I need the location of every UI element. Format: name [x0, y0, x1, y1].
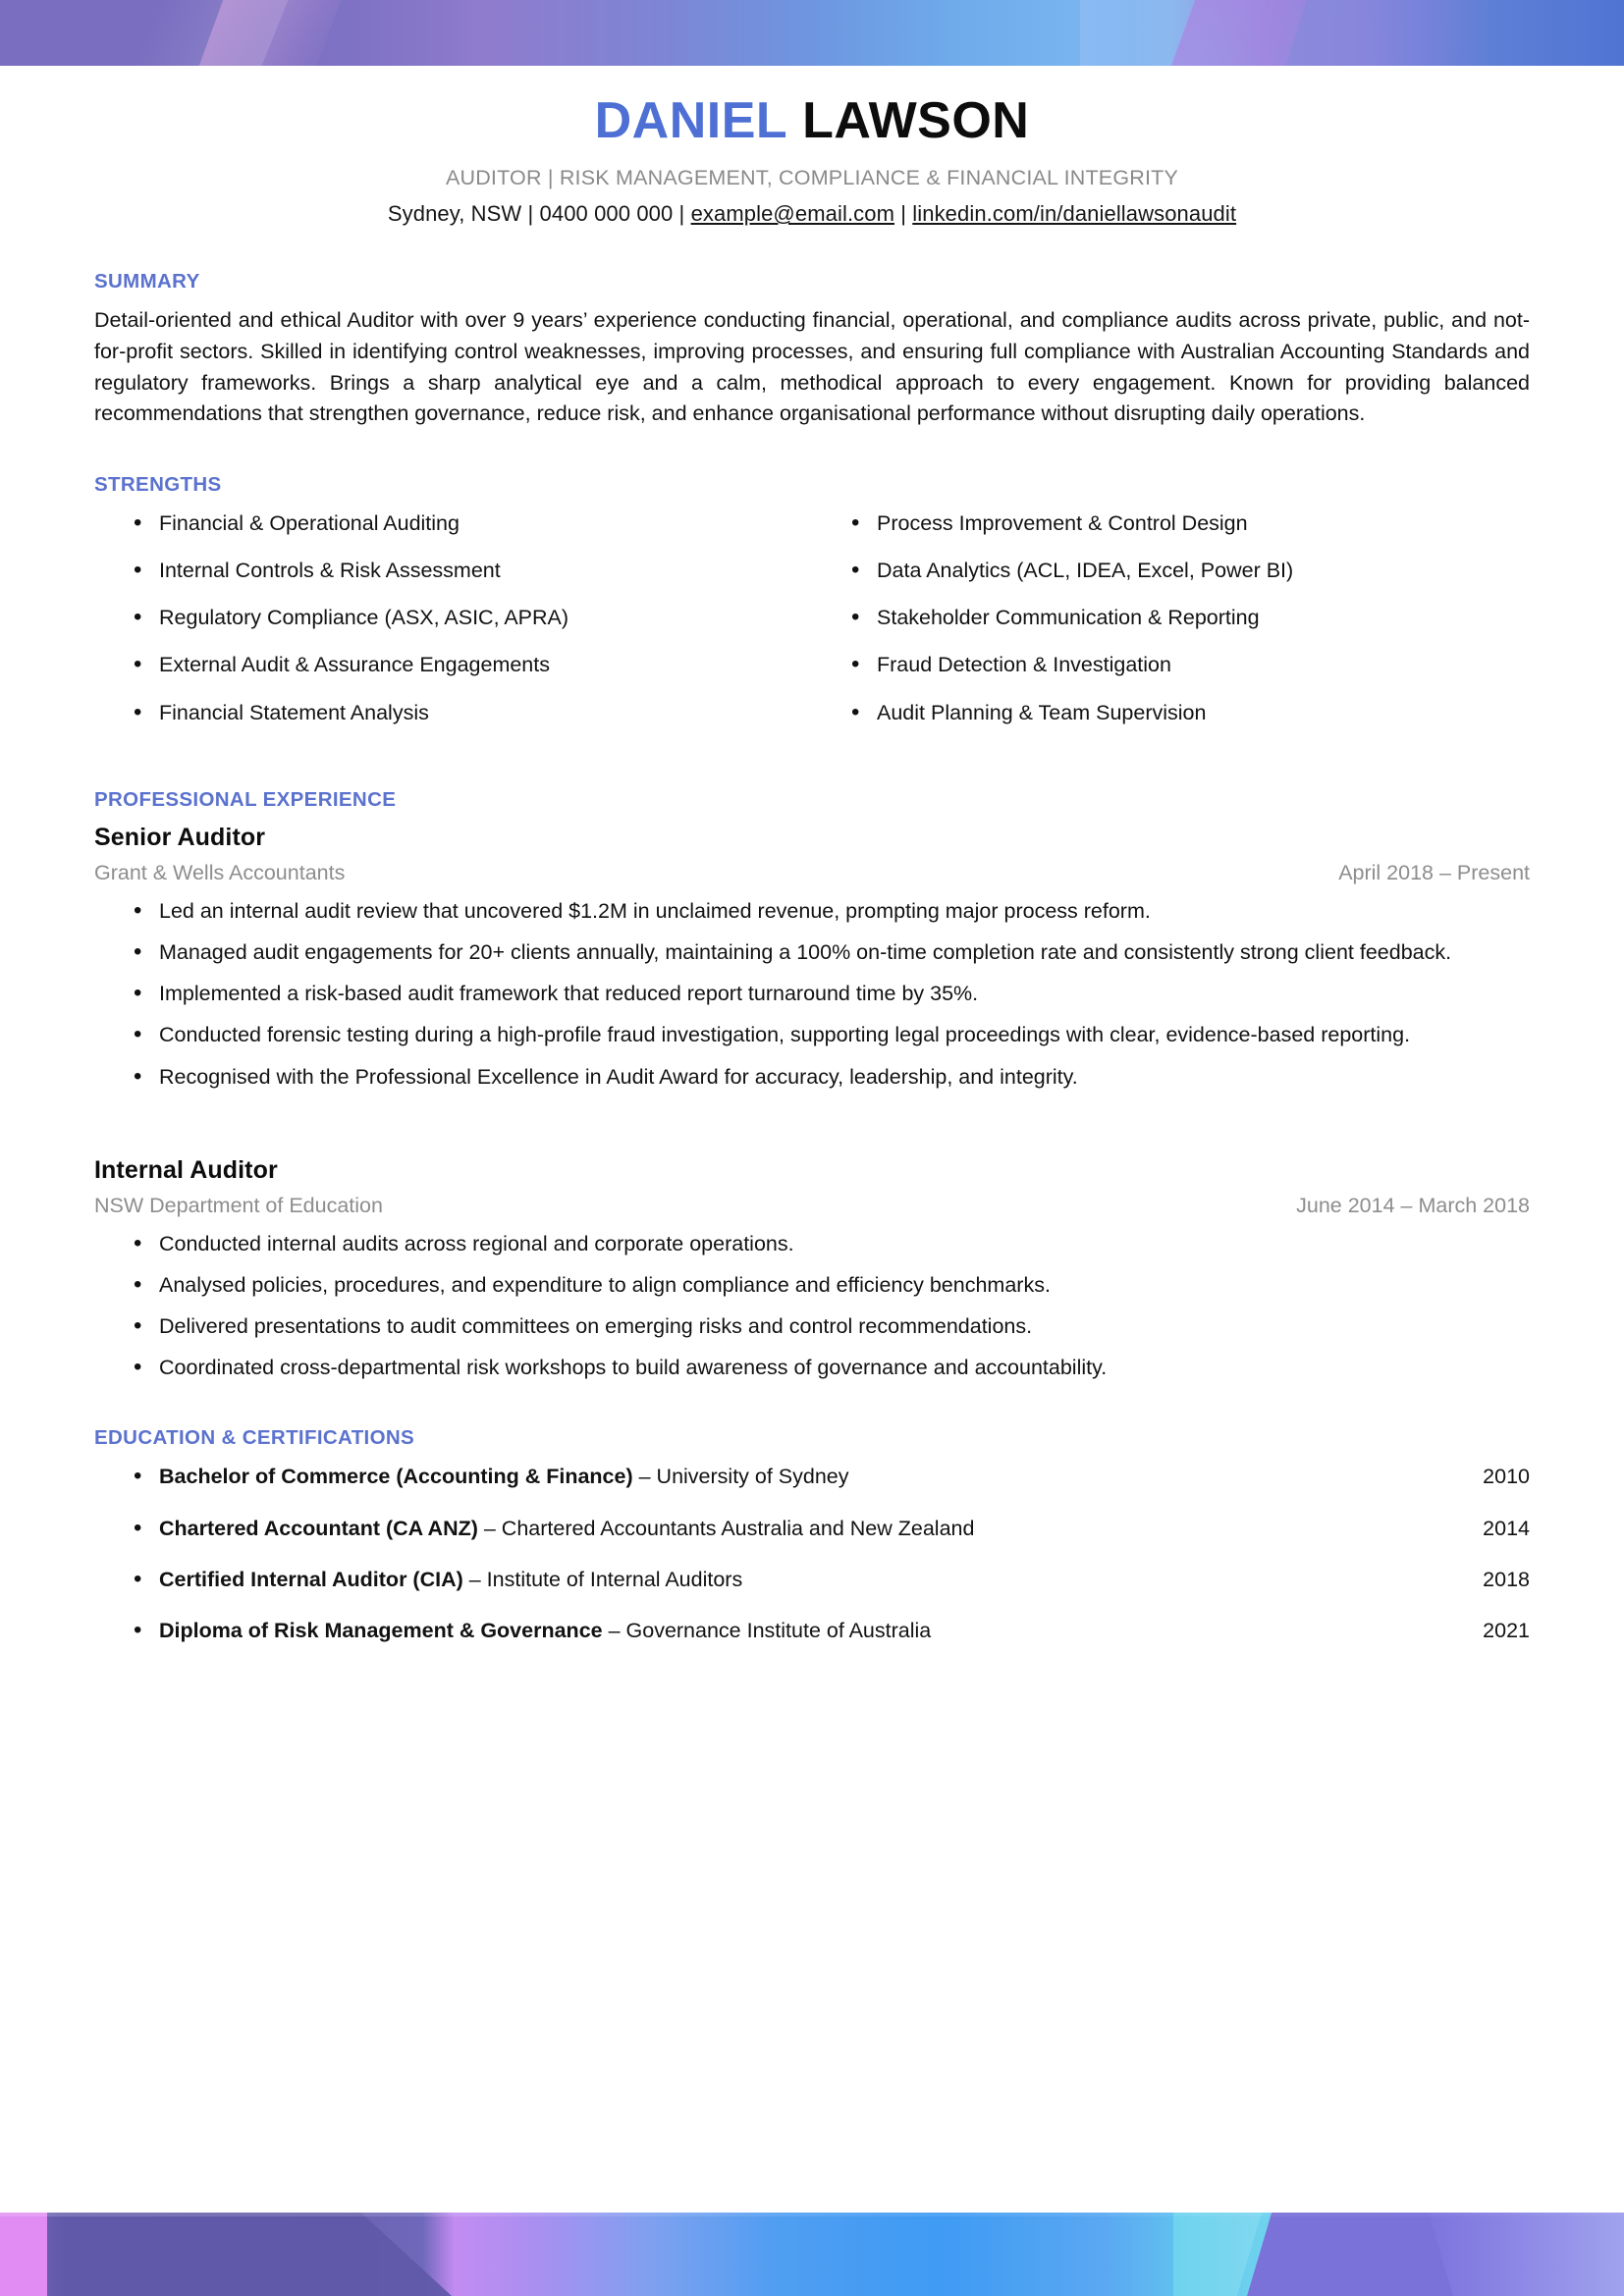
summary-text: Detail-oriented and ethical Auditor with over 9 years’ experience conducting financial, operational, and compliance audits across private, public, and not-for-profit sectors. Skilled in identifying control weaknesses, improving processes, and ensuring full compliance with Australian Accounting Standards and regulatory frameworks. Brings a sharp analytical eye and a calm, methodical approach to every engagement. Known for providing balanced recommendations that strengthen governance, reduce risk, and enhance organisational performance without disrupting daily operations.: [94, 308, 1530, 426]
job-company: NSW Department of Education: [94, 1193, 383, 1217]
experience-job-2: [94, 1156, 1530, 1384]
top-banner-streak-2: [199, 0, 341, 66]
job-dates: April 2018 – Present: [1338, 860, 1530, 884]
strengths-column-right: [812, 508, 1530, 745]
top-decorative-banner: [0, 0, 1624, 66]
list-item: • Analysed policies, procedures, and expenditure to align compliance and efficiency benchmarks.: [94, 1270, 1530, 1301]
top-banner-streak-5: [1285, 0, 1484, 66]
contact-location: Sydney, NSW: [387, 201, 522, 227]
contact-phone: 0400 000 000: [539, 201, 674, 227]
education-institution: – University of Sydney: [632, 1465, 849, 1489]
experience-heading: PROFESSIONAL EXPERIENCE: [94, 787, 397, 811]
education-year: 2018: [1483, 1567, 1530, 1591]
list-item: • Stakeholder Communication & Reporting: [812, 603, 1530, 633]
job-title: Senior Auditor: [94, 823, 266, 851]
contact-sep-3: |: [894, 201, 913, 227]
strengths-list-right: [812, 508, 1530, 728]
list-item: [94, 1462, 1530, 1492]
education-section: [94, 1426, 1530, 1646]
list-item: • Led an internal audit review that uncovered $1.2M in unclaimed revenue, prompting major process reform.: [94, 896, 1530, 927]
education-institution: – Governance Institute of Australia: [602, 1618, 932, 1642]
strengths-columns: [94, 508, 1530, 745]
education-degree: Bachelor of Commerce (Accounting & Finance): [159, 1465, 633, 1489]
contact-email-link[interactable]: example@email.com: [690, 201, 895, 227]
education-degree: Certified Internal Auditor (CIA): [159, 1567, 463, 1591]
first-name: DANIEL: [594, 92, 788, 149]
strengths-column-left: [94, 508, 812, 745]
contact-linkedin-link[interactable]: linkedin.com/in/daniellawsonaudit: [912, 201, 1237, 227]
list-item: • Conducted internal audits across regional and corporate operations.: [94, 1229, 1530, 1259]
list-item: • External Audit & Assurance Engagements: [94, 650, 812, 680]
list-item: • Process Improvement & Control Design: [812, 508, 1530, 539]
education-entry-text: [159, 1462, 849, 1492]
list-item: • Coordinated cross-departmental risk workshops to build awareness of governance and accountability.: [94, 1353, 1530, 1383]
resume-header: [94, 93, 1530, 227]
bottom-decorative-banner: [0, 2213, 1624, 2296]
job-meta: [94, 1194, 1530, 1218]
summary-section: [94, 270, 1530, 430]
list-item: • Financial Statement Analysis: [94, 698, 812, 728]
top-banner-streak-4: [1080, 0, 1188, 66]
experience-section: [94, 788, 1530, 1384]
experience-job-divider: [94, 1103, 1530, 1147]
job-company: Grant & Wells Accountants: [94, 860, 346, 884]
list-item: • Fraud Detection & Investigation: [812, 650, 1530, 680]
bottom-banner-shape-3: [1247, 2213, 1453, 2296]
bottom-banner-highlight-line: [0, 2213, 1624, 2216]
education-list: [94, 1462, 1530, 1646]
last-name: LAWSON: [802, 92, 1030, 149]
list-item: • Audit Planning & Team Supervision: [812, 698, 1530, 728]
strengths-section: [94, 473, 1530, 745]
education-entry-text: [159, 1616, 931, 1646]
list-item: [94, 1565, 1530, 1595]
job-title: Internal Auditor: [94, 1155, 278, 1184]
education-year: 2014: [1483, 1516, 1530, 1540]
education-year: 2010: [1483, 1465, 1530, 1489]
bottom-banner-shape-2: [0, 2213, 47, 2296]
education-degree: Diploma of Risk Management & Governance: [159, 1618, 603, 1642]
job-dates: June 2014 – March 2018: [1296, 1193, 1530, 1217]
candidate-name: [94, 93, 1530, 148]
job-bullets: [94, 896, 1530, 1093]
education-year: 2021: [1483, 1618, 1530, 1642]
strengths-heading: STRENGTHS: [94, 472, 222, 496]
job-bullets: [94, 1229, 1530, 1384]
contact-line: [94, 201, 1530, 227]
contact-sep-1: |: [521, 201, 540, 227]
list-item: • Implemented a risk-based audit framework that reduced report turnaround time by 35%.: [94, 979, 1530, 1009]
experience-job-1: [94, 824, 1530, 1093]
resume-page: [0, 66, 1624, 1667]
list-item: • Internal Controls & Risk Assessment: [94, 556, 812, 586]
list-item: • Conducted forensic testing during a high-profile fraud investigation, supporting legal proceedings with clear, evidence-based reporting.: [94, 1020, 1530, 1050]
strengths-list-left: [94, 508, 812, 728]
education-institution: – Chartered Accountants Australia and New Zealand: [477, 1516, 975, 1540]
education-entry-text: [159, 1565, 742, 1595]
list-item: • Data Analytics (ACL, IDEA, Excel, Power BI): [812, 556, 1530, 586]
list-item: [94, 1514, 1530, 1544]
job-meta: [94, 861, 1530, 885]
professional-headline: AUDITOR | RISK MANAGEMENT, COMPLIANCE & FINANCIAL INTEGRITY: [445, 166, 1179, 190]
education-heading: EDUCATION & CERTIFICATIONS: [94, 1426, 415, 1450]
list-item: • Regulatory Compliance (ASX, ASIC, APRA): [94, 603, 812, 633]
education-degree: Chartered Accountant (CA ANZ): [159, 1516, 478, 1540]
list-item: • Delivered presentations to audit committees on emerging risks and control recommendations.: [94, 1311, 1530, 1342]
list-item: • Financial & Operational Auditing: [94, 508, 812, 539]
list-item: • Managed audit engagements for 20+ clients annually, maintaining a 100% on-time completion rate and consistently strong client feedback.: [94, 937, 1530, 968]
contact-sep-2: |: [673, 201, 691, 227]
list-item: [94, 1616, 1530, 1646]
education-institution: – Institute of Internal Auditors: [462, 1567, 743, 1591]
summary-heading: SUMMARY: [94, 270, 200, 294]
last-name-spacer: [787, 92, 802, 149]
list-item: • Recognised with the Professional Excellence in Audit Award for accuracy, leadership, and integrity.: [94, 1062, 1530, 1093]
education-entry-text: [159, 1514, 974, 1544]
